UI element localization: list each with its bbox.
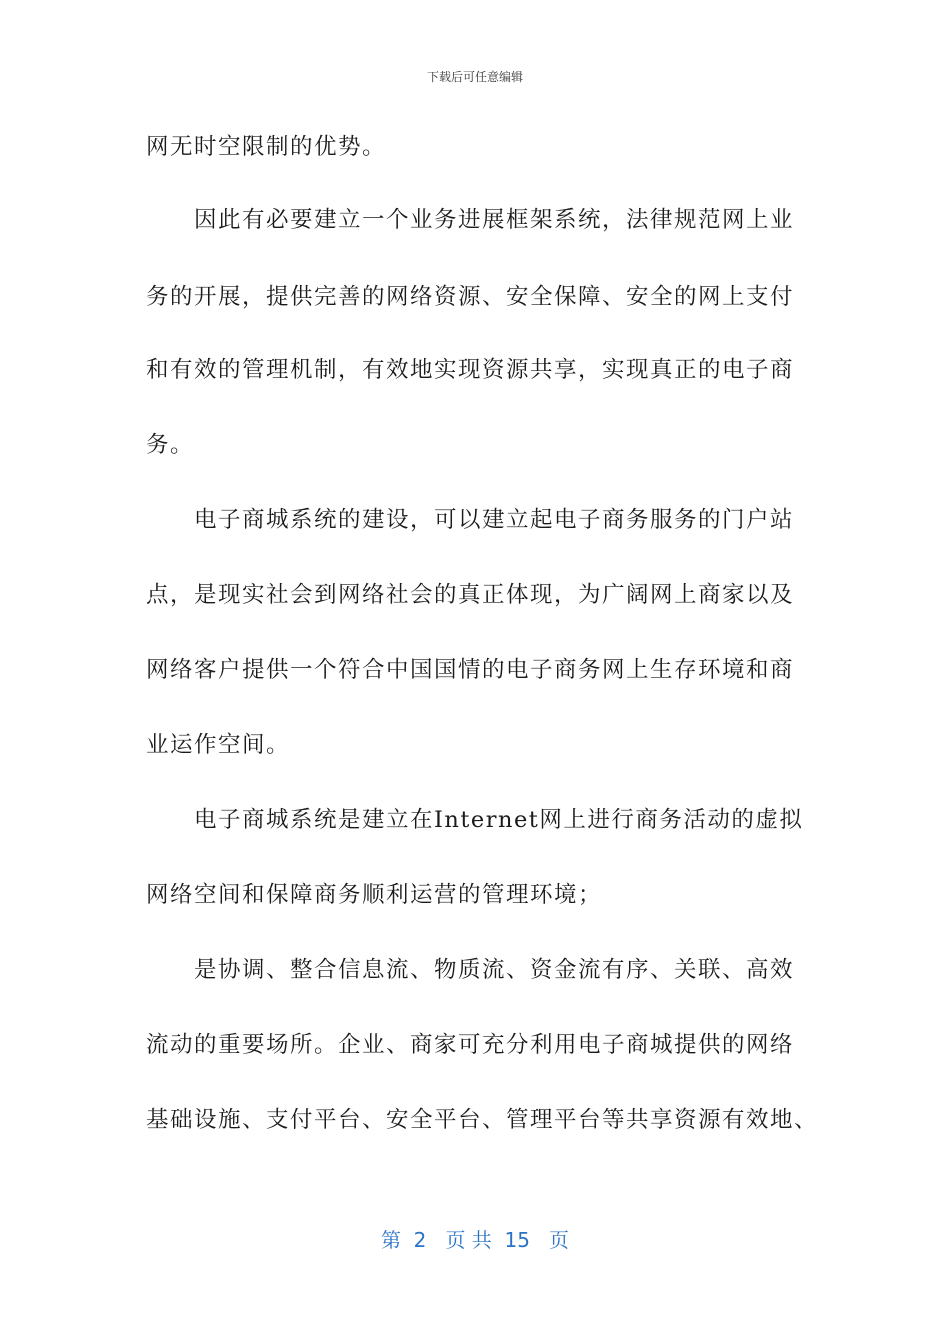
text-line: 网无时空限制的优势。	[146, 134, 387, 160]
text-line: 网络空间和保障商务顺利运营的管理环境；	[146, 882, 603, 908]
text-line: 是协调、整合信息流、物质流、资金流有序、关联、高效	[194, 957, 795, 983]
text-line: 网络客户提供一个符合中国国情的电子商务网上生存环境和商	[146, 657, 795, 683]
text-line: 务。	[146, 432, 195, 458]
text-line: 点，是现实社会到网络社会的真正体现，为广阔网上商家以及	[146, 582, 795, 608]
text-line: 电子商城系统的建设，可以建立起电子商务服务的门户站	[194, 507, 795, 533]
text-line: 和有效的管理机制，有效地实现资源共享，实现真正的电子商	[146, 357, 795, 383]
text-line: 务的开展，提供完善的网络资源、安全保障、安全的网上支付	[146, 284, 795, 310]
text-line: 因此有必要建立一个业务进展框架系统，法律规范网上业	[194, 207, 795, 233]
text-line: 业运作空间。	[146, 732, 291, 758]
text-line: 基础设施、支付平台、安全平台、管理平台等共享资源有效地、	[146, 1107, 819, 1133]
text-line: 电子商城系统是建立在Internet网上进行商务活动的虚拟	[194, 807, 804, 833]
page-header-note: 下载后可任意编辑	[426, 70, 523, 84]
text-line: 流动的重要场所。企业、商家可充分利用电子商城提供的网络	[146, 1032, 795, 1058]
page-number-footer: 第 2 页 共 15 页	[380, 1228, 570, 1252]
